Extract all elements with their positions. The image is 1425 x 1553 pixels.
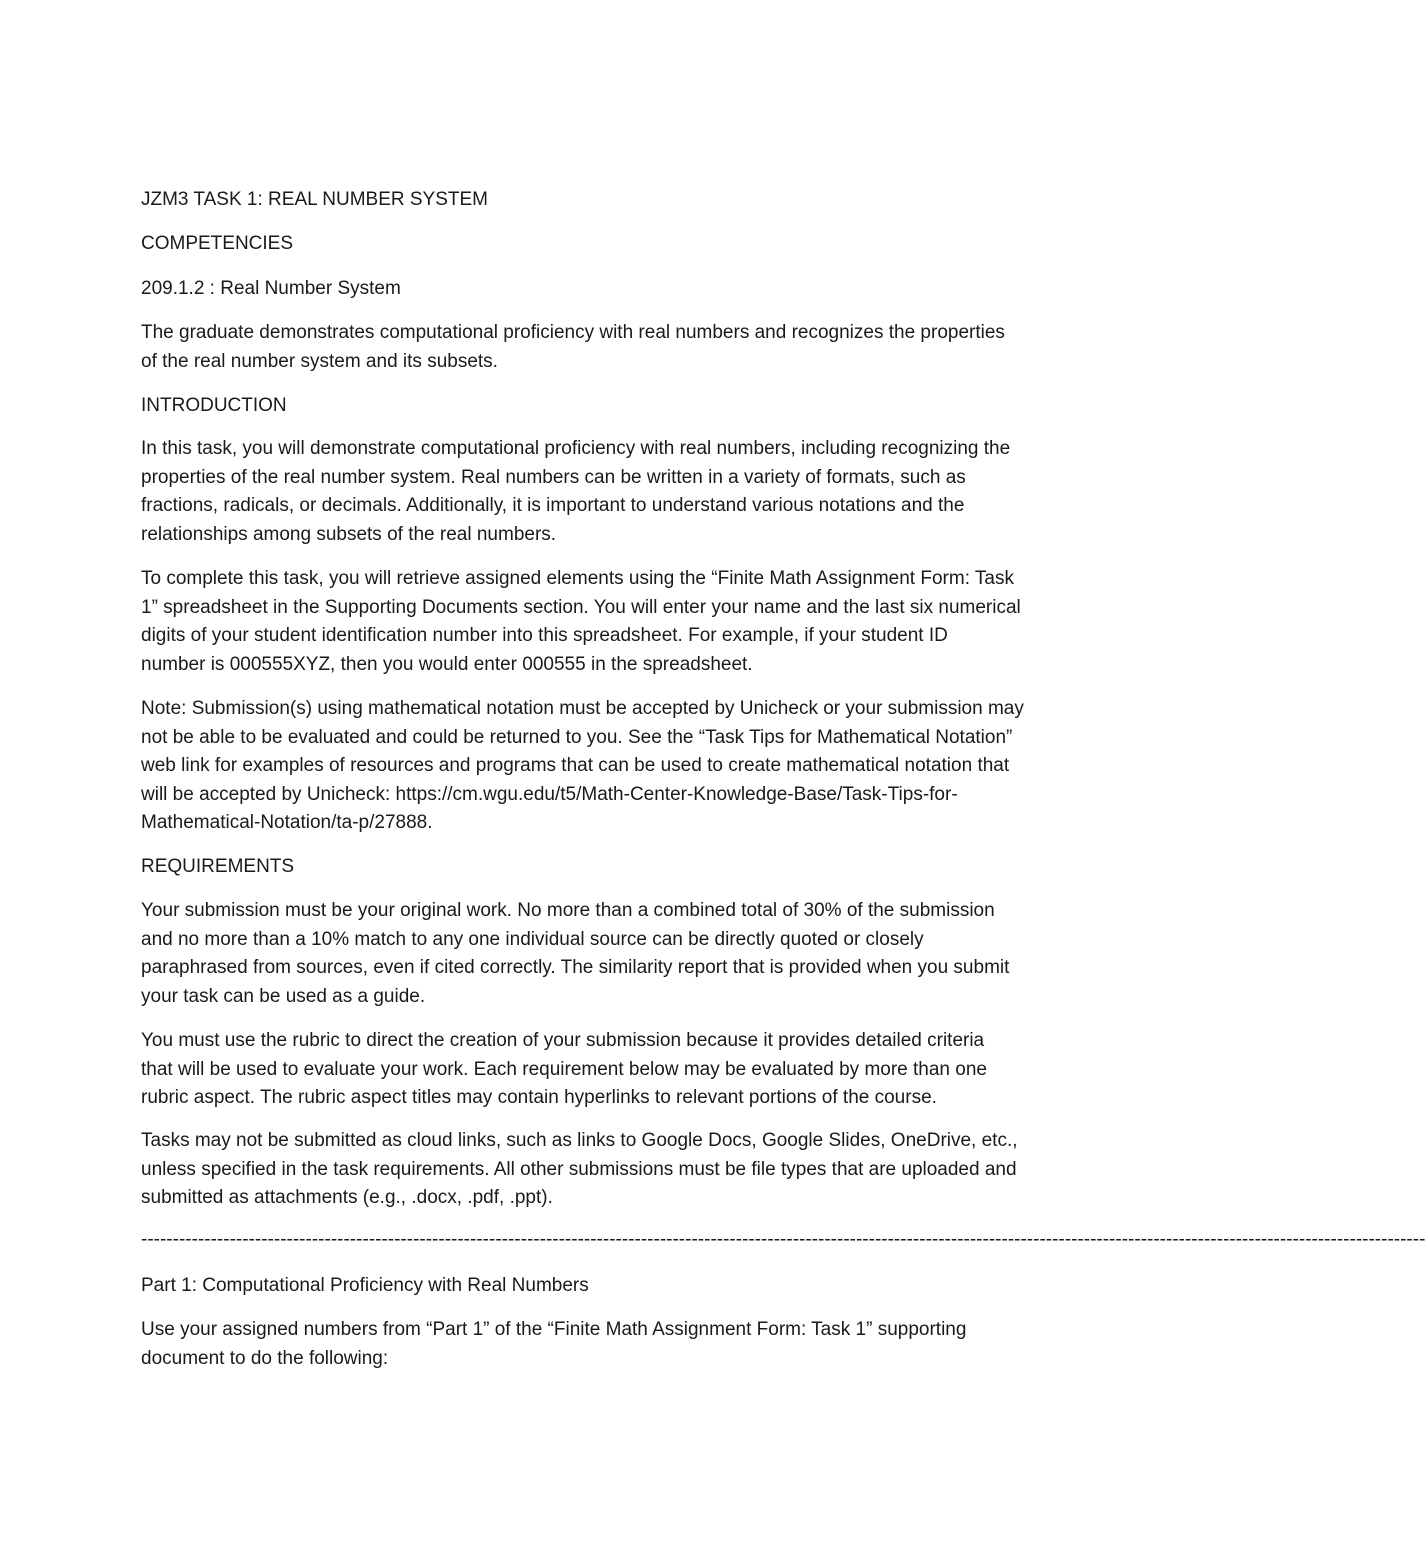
competencies-heading: COMPETENCIES <box>141 233 294 254</box>
introduction-paragraph-2: To complete this task, you will retrieve assigned elements using the “Finite Math Assignment Form: Task 1” spreadsheet in the Supporting Documents section. You will enter your name and the last six numerical digits of your student identification number into this spreadsheet. For example, if your student ID number is 000555XYZ, then you would enter 000555 in the spreadsheet. <box>141 568 1021 675</box>
competency-code: 209.1.2 : Real Number System <box>141 278 401 299</box>
part1-instructions: Use your assigned numbers from “Part 1” of the “Finite Math Assignment Form: Task 1” supporting document to do the following: <box>141 1319 967 1369</box>
introduction-paragraph-1: In this task, you will demonstrate computational proficiency with real numbers, including recognizing the properties of the real number system. Real numbers can be written in a variety of formats, such as fractions, radicals, or decimals. Additionally, it is important to understand various notations and the relationships among subsets of the real numbers. <box>141 438 1011 545</box>
requirements-heading: REQUIREMENTS <box>141 856 295 877</box>
requirements-paragraph-3: Tasks may not be submitted as cloud links, such as links to Google Docs, Google Slides, OneDrive, etc., unless specified in the task requirements. All other submissions must be file types that are uploaded and submitted as attachments (e.g., .docx, .pdf, .ppt). <box>141 1130 1018 1208</box>
note-paragraph: Note: Submission(s) using mathematical notation must be accepted by Unicheck or your submission may not be able to be evaluated and could be returned to you. See the “Task Tips for Mathematical Notation” web link for examples of resources and programs that can be used to create mathematical notation that will be accepted by Unicheck: https://cm.wgu.edu/t5/Math-Center-Knowledge-Base/Task-Tips-for- Mathematical-Notation/ta-p/27888. <box>141 695 1066 838</box>
requirements-paragraph-2: You must use the rubric to direct the creation of your submission because it provides detailed criteria that will be used to evaluate your work. Each requirement below may be evaluated by more than one rubric aspect. The rubric aspect titles may contain hyperlinks to relevant portions of the course. <box>141 1030 987 1108</box>
document-title: JZM3 TASK 1: REAL NUMBER SYSTEM <box>141 189 489 210</box>
introduction-heading: INTRODUCTION <box>141 395 287 416</box>
section-divider: ----------------------------------------------------------------------------------------------------------------------------------------------------------------------------------------------------------- <box>141 1229 1425 1250</box>
requirements-paragraph-1: Your submission must be your original work. No more than a combined total of 30% of the submission and no more than a 10% match to any one individual source can be directly quoted or closely paraphrased from sources, even if cited correctly. The similarity report that is provided when you submit your task can be used as a guide. <box>141 900 1010 1007</box>
part1-heading: Part 1: Computational Proficiency with Real Numbers <box>141 1275 589 1296</box>
unicheck-link-text: will be accepted by Unicheck: https://cm.wgu.edu/t5/Math-Center-Knowledge-Base/Task-Tips-for- <box>141 783 958 805</box>
competency-description: The graduate demonstrates computational proficiency with real numbers and recognizes the properties of the real number system and its subsets. <box>141 322 1005 372</box>
